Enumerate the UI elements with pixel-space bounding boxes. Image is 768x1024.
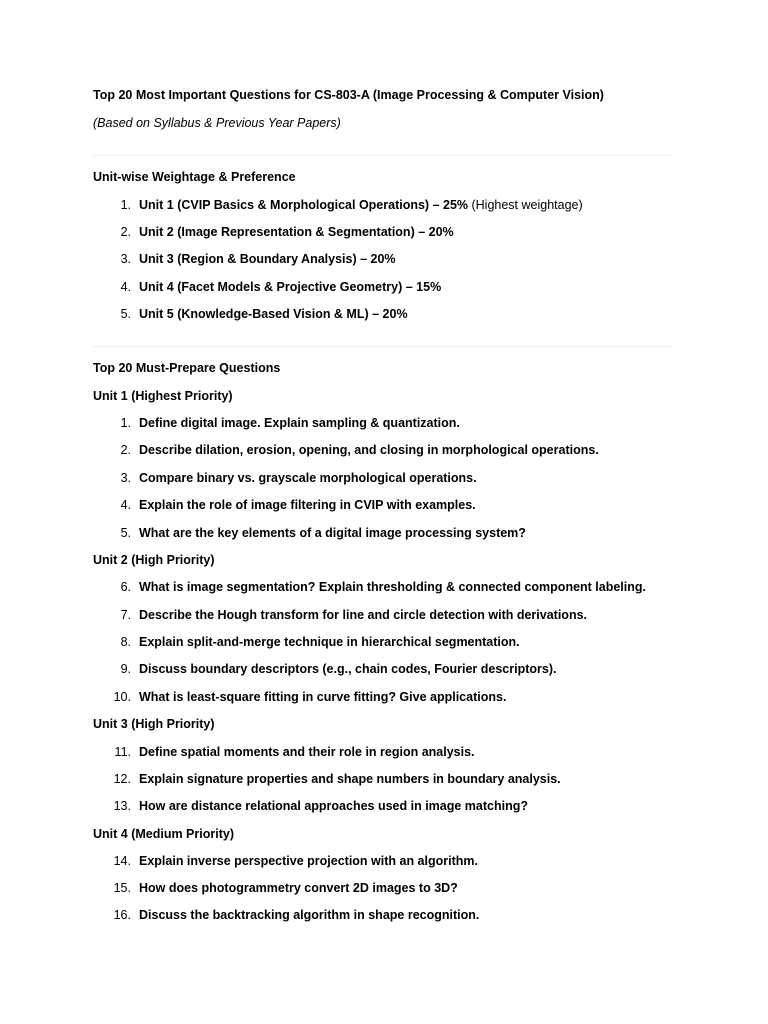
item-number: 4. — [120, 498, 131, 512]
unit-heading: Unit 2 (High Priority) — [93, 553, 215, 567]
item-number: 8. — [120, 635, 131, 649]
question-item — [108, 690, 506, 704]
item-number: 13. — [113, 799, 131, 813]
item-text: Explain inverse perspective projection with an algorithm. — [139, 854, 478, 868]
question-item — [108, 608, 587, 622]
item-text: Discuss the backtracking algorithm in shape recognition. — [139, 908, 480, 922]
item-text: What is image segmentation? Explain thresholding & connected component labeling. — [139, 580, 647, 594]
item-number: 2. — [120, 443, 131, 457]
item-number: 16. — [113, 908, 131, 922]
question-item — [108, 745, 475, 759]
item-text: Describe dilation, erosion, opening, and closing in morphological operations. — [139, 443, 599, 457]
questions-heading: Top 20 Must-Prepare Questions — [93, 361, 281, 375]
unit-heading: Unit 4 (Medium Priority) — [93, 827, 234, 841]
weightage-item — [108, 252, 396, 266]
item-text: Unit 5 (Knowledge-Based Vision & ML) – 20% — [139, 307, 408, 321]
question-item — [108, 635, 520, 649]
item-text: Unit 4 (Facet Models & Projective Geometry) – 15% — [139, 280, 442, 294]
item-number: 14. — [113, 854, 131, 868]
item-number: 2. — [120, 225, 131, 239]
item-text: What is least-square fitting in curve fitting? Give applications. — [139, 690, 507, 704]
item-number: 1. — [120, 198, 131, 212]
question-item — [108, 662, 556, 676]
question-item — [108, 854, 478, 868]
item-number: 6. — [120, 580, 131, 594]
item-number: 4. — [120, 280, 131, 294]
question-item — [108, 443, 599, 457]
question-item — [108, 498, 476, 512]
item-text: Compare binary vs. grayscale morphological operations. — [139, 471, 477, 485]
section-divider — [93, 155, 673, 156]
item-number: 11. — [114, 745, 131, 759]
item-number: 5. — [120, 307, 131, 321]
item-text: How does photogrammetry convert 2D images to 3D? — [139, 881, 458, 895]
item-text: What are the key elements of a digital image processing system? — [139, 526, 526, 540]
item-text: Define digital image. Explain sampling & quantization. — [139, 416, 460, 430]
section-divider — [93, 346, 673, 347]
item-number: 9. — [120, 662, 131, 676]
question-item — [108, 799, 528, 813]
weightage-item — [108, 225, 454, 239]
item-text: Define spatial moments and their role in region analysis. — [139, 745, 475, 759]
document-subtitle: (Based on Syllabus & Previous Year Papers) — [93, 116, 341, 130]
weightage-heading: Unit-wise Weightage & Preference — [93, 170, 296, 184]
question-item — [108, 526, 526, 540]
item-text: Unit 3 (Region & Boundary Analysis) – 20% — [139, 252, 396, 266]
item-number: 5. — [120, 526, 131, 540]
item-number: 3. — [120, 252, 131, 266]
item-text: Explain signature properties and shape numbers in boundary analysis. — [139, 772, 561, 786]
weightage-item — [108, 280, 441, 294]
item-text: How are distance relational approaches used in image matching? — [139, 799, 528, 813]
question-item — [108, 580, 646, 594]
question-item — [108, 908, 479, 922]
question-item — [108, 881, 458, 895]
question-item — [108, 471, 477, 485]
item-number: 10. — [113, 690, 131, 704]
item-number: 3. — [120, 471, 131, 485]
item-note: (Highest weightage) — [468, 198, 583, 212]
weightage-item — [108, 198, 583, 212]
question-item — [108, 772, 561, 786]
item-text: Unit 2 (Image Representation & Segmentation) – 20% — [139, 225, 454, 239]
item-number: 1. — [120, 416, 131, 430]
document-title: Top 20 Most Important Questions for CS-803-A (Image Processing & Computer Vision) — [93, 88, 604, 102]
unit-heading: Unit 1 (Highest Priority) — [93, 389, 233, 403]
question-item — [108, 416, 460, 430]
item-text: Explain split-and-merge technique in hierarchical segmentation. — [139, 635, 520, 649]
unit-heading: Unit 3 (High Priority) — [93, 717, 215, 731]
item-text: Unit 1 (CVIP Basics & Morphological Operations) – 25% — [139, 198, 469, 212]
item-text: Describe the Hough transform for line and circle detection with derivations. — [139, 608, 587, 622]
item-text: Explain the role of image filtering in CVIP with examples. — [139, 498, 476, 512]
item-number: 7. — [120, 608, 131, 622]
item-number: 12. — [113, 772, 131, 786]
weightage-item — [108, 307, 408, 321]
item-text: Discuss boundary descriptors (e.g., chain codes, Fourier descriptors). — [139, 662, 557, 676]
item-number: 15. — [113, 881, 131, 895]
